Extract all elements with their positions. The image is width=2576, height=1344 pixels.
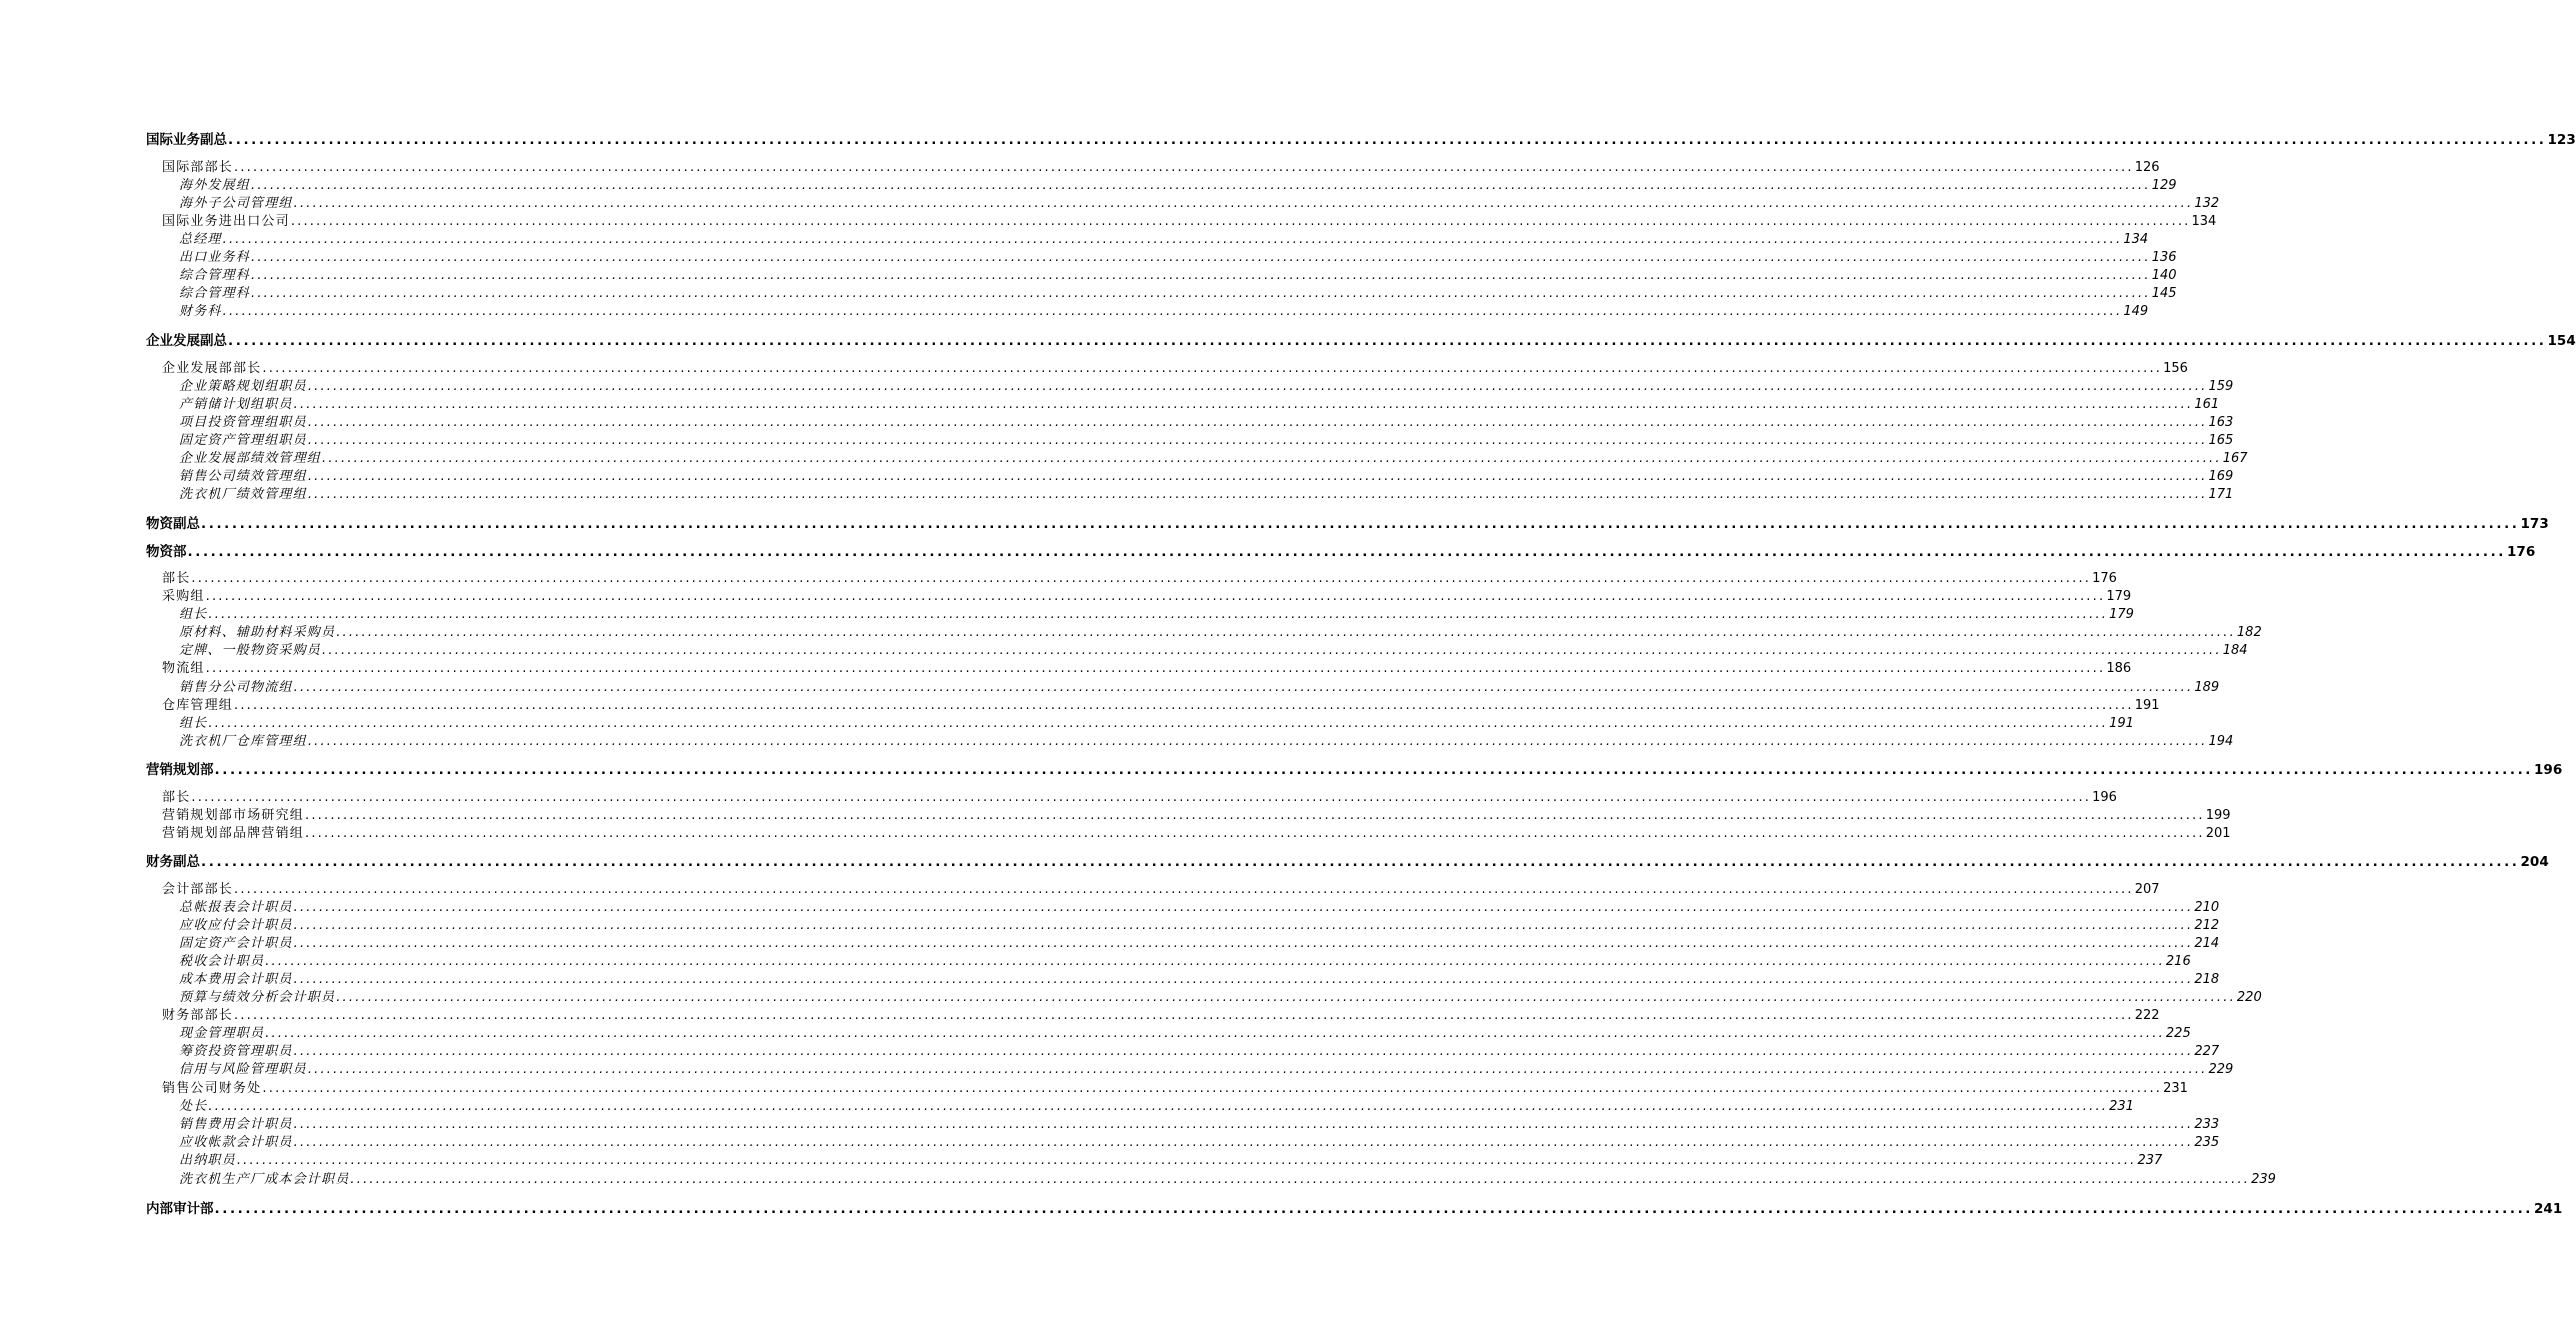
dot-leader: ............................................................................................................................................................................................................................................................................................................ <box>293 1044 2194 1059</box>
toc-entry-page-number: 218 <box>2194 972 2220 987</box>
dot-leader: ............................................................................................................................................................................................................................................................................................................ <box>322 643 2222 658</box>
toc-entry[interactable] <box>0 1168 2276 1187</box>
toc-entry-page-number: 136 <box>2151 250 2177 265</box>
dot-leader: ............................................................................................................................................................................................................................................................................................................ <box>228 132 2547 148</box>
toc-entry-label: 处长 <box>179 1099 208 1114</box>
toc-entry[interactable] <box>0 156 2160 175</box>
toc-entry-label: 固定资产会计职员 <box>179 936 293 951</box>
toc-entry-label: 应收帐款会计职员 <box>179 1135 293 1150</box>
dot-leader: ............................................................................................................................................................................................................................................................................................................ <box>265 954 2165 969</box>
toc-entry-page-number: 191 <box>2134 698 2160 713</box>
toc-entry[interactable] <box>0 1058 2234 1077</box>
toc-entry-page-number: 237 <box>2137 1153 2163 1168</box>
toc-entry[interactable] <box>0 192 2220 211</box>
toc-entry-label: 企业发展部绩效管理组 <box>179 451 322 466</box>
toc-entry[interactable] <box>0 639 2248 658</box>
toc-entry[interactable] <box>0 447 2248 466</box>
toc-entry-label: 定牌、一般物资采购员 <box>179 643 322 658</box>
toc-entry-page-number: 231 <box>2109 1099 2134 1114</box>
toc-entry[interactable] <box>0 603 2134 622</box>
toc-entry-page-number: 199 <box>2205 808 2231 823</box>
toc-entry[interactable] <box>0 375 2234 394</box>
toc-entry-page-number: 241 <box>2534 1201 2563 1217</box>
toc-entry-page-number: 189 <box>2194 680 2220 695</box>
toc-entry[interactable] <box>0 540 2536 560</box>
toc-entry-page-number: 212 <box>2194 918 2220 933</box>
toc-entry-label: 采购组 <box>162 589 205 604</box>
dot-leader: ............................................................................................................................................................................................................................................................................................................ <box>228 333 2547 349</box>
dot-leader: ............................................................................................................................................................................................................................................................................................................ <box>293 1117 2194 1132</box>
toc-entry-label: 组长 <box>179 716 208 731</box>
dot-leader: ............................................................................................................................................................................................................................................................................................................ <box>262 1081 2163 1096</box>
toc-entry-page-number: 126 <box>2134 160 2160 175</box>
toc-entry[interactable] <box>0 465 2234 484</box>
toc-entry-page-number: 229 <box>2208 1062 2234 1077</box>
dot-leader: ............................................................................................................................................................................................................................................................................................................ <box>293 397 2194 412</box>
toc-entry-page-number: 233 <box>2194 1117 2220 1132</box>
dot-leader: ............................................................................................................................................................................................................................................................................................................ <box>191 571 2092 586</box>
toc-entry[interactable] <box>0 1095 2134 1114</box>
toc-entry[interactable] <box>0 804 2231 823</box>
toc-entry[interactable] <box>0 914 2220 933</box>
toc-entry-label: 企业策略规划组职员 <box>179 379 307 394</box>
toc-entry[interactable] <box>0 128 2576 148</box>
dot-leader: ............................................................................................................................................................................................................................................................................................................ <box>293 900 2194 915</box>
toc-entry-label: 现金管理职员 <box>179 1026 265 1041</box>
toc-entry-page-number: 231 <box>2163 1081 2188 1096</box>
dot-leader: ............................................................................................................................................................................................................................................................................................................ <box>290 214 2191 229</box>
dot-leader: ............................................................................................................................................................................................................................................................................................................ <box>265 1026 2165 1041</box>
toc-entry-page-number: 182 <box>2236 625 2262 640</box>
dot-leader: ............................................................................................................................................................................................................................................................................................................ <box>293 972 2194 987</box>
dot-leader: ............................................................................................................................................................................................................................................................................................................ <box>251 178 2151 193</box>
dot-leader: ............................................................................................................................................................................................................................................................................................................ <box>208 607 2109 622</box>
toc-entry-page-number: 196 <box>2534 762 2563 778</box>
dot-leader: ............................................................................................................................................................................................................................................................................................................ <box>187 544 2507 560</box>
toc-entry-label: 财务副总 <box>146 854 200 870</box>
toc-entry-label: 财务部部长 <box>162 1008 234 1023</box>
dot-leader: ............................................................................................................................................................................................................................................................................................................ <box>214 1201 2534 1217</box>
toc-entry[interactable] <box>0 968 2220 987</box>
dot-leader: ............................................................................................................................................................................................................................................................................................................ <box>201 854 2520 870</box>
toc-entry-page-number: 163 <box>2208 415 2234 430</box>
dot-leader: ............................................................................................................................................................................................................................................................................................................ <box>234 882 2134 897</box>
toc-entry-label: 组长 <box>179 607 208 622</box>
toc-entry[interactable] <box>0 1149 2163 1168</box>
toc-entry[interactable] <box>0 329 2576 349</box>
dot-leader: ............................................................................................................................................................................................................................................................................................................ <box>305 808 2205 823</box>
toc-entry-label: 内部审计部 <box>146 1201 214 1217</box>
toc-entry[interactable] <box>0 1004 2160 1023</box>
dot-leader: ............................................................................................................................................................................................................................................................................................................ <box>307 433 2208 448</box>
dot-leader: ............................................................................................................................................................................................................................................................................................................ <box>251 286 2151 301</box>
toc-entry-label: 应收应付会计职员 <box>179 918 293 933</box>
dot-leader: ............................................................................................................................................................................................................................................................................................................ <box>307 469 2208 484</box>
dot-leader: ............................................................................................................................................................................................................................................................................................................ <box>251 268 2151 283</box>
toc-entry-page-number: 161 <box>2194 397 2220 412</box>
dot-leader: ............................................................................................................................................................................................................................................................................................................ <box>262 361 2163 376</box>
toc-entry[interactable] <box>0 246 2177 265</box>
toc-entry-label: 信用与风险管理职员 <box>179 1062 307 1077</box>
dot-leader: ............................................................................................................................................................................................................................................................................................................ <box>305 826 2205 841</box>
toc-entry-label: 项目投资管理组职员 <box>179 415 307 430</box>
dot-leader: ............................................................................................................................................................................................................................................................................................................ <box>336 625 2236 640</box>
toc-entry-page-number: 132 <box>2194 196 2220 211</box>
dot-leader: ............................................................................................................................................................................................................................................................................................................ <box>307 734 2208 749</box>
dot-leader: ............................................................................................................................................................................................................................................................................................................ <box>293 1135 2194 1150</box>
dot-leader: ............................................................................................................................................................................................................................................................................................................ <box>205 589 2106 604</box>
toc-entry-page-number: 210 <box>2194 900 2220 915</box>
toc-entry-label: 企业发展部部长 <box>162 361 262 376</box>
toc-entry-label: 部长 <box>162 790 191 805</box>
toc-entry-label: 物资部 <box>146 544 187 560</box>
toc-entry[interactable] <box>0 429 2234 448</box>
toc-entry-page-number: 129 <box>2151 178 2177 193</box>
toc-entry-page-number: 173 <box>2520 516 2549 532</box>
toc-entry-label: 出纳职员 <box>179 1153 236 1168</box>
toc-entry-label: 国际部部长 <box>162 160 234 175</box>
toc-entry-page-number: 145 <box>2151 286 2177 301</box>
toc-entry[interactable] <box>0 730 2234 749</box>
toc-entry-page-number: 140 <box>2151 268 2177 283</box>
toc-entry-page-number: 184 <box>2222 643 2248 658</box>
toc-entry-label: 销售费用会计职员 <box>179 1117 293 1132</box>
toc-entry-label: 税收会计职员 <box>179 954 265 969</box>
dot-leader: ............................................................................................................................................................................................................................................................................................................ <box>208 1099 2109 1114</box>
dot-leader: ............................................................................................................................................................................................................................................................................................................ <box>336 990 2236 1005</box>
toc-entry-label: 总帐报表会计职员 <box>179 900 293 915</box>
toc-entry-label: 产销储计划组职员 <box>179 397 293 412</box>
toc-entry-label: 出口业务科 <box>179 250 251 265</box>
toc-entry-page-number: 176 <box>2507 544 2536 560</box>
toc-entry[interactable] <box>0 393 2220 412</box>
toc-entry[interactable] <box>0 264 2177 283</box>
toc-entry-page-number: 134 <box>2123 232 2149 247</box>
toc-entry-page-number: 207 <box>2134 882 2160 897</box>
dot-leader: ............................................................................................................................................................................................................................................................................................................ <box>322 451 2222 466</box>
toc-entry-page-number: 235 <box>2194 1135 2220 1150</box>
toc-entry-page-number: 165 <box>2208 433 2234 448</box>
toc-entry[interactable] <box>0 786 2117 805</box>
dot-leader: ............................................................................................................................................................................................................................................................................................................ <box>307 415 2208 430</box>
toc-entry-page-number: 225 <box>2165 1026 2191 1041</box>
toc-entry-label: 营销规划部 <box>146 762 214 778</box>
toc-entry-page-number: 186 <box>2106 661 2132 676</box>
toc-entry[interactable] <box>0 567 2117 586</box>
dot-leader: ............................................................................................................................................................................................................................................................................................................ <box>307 487 2208 502</box>
toc-entry-page-number: 167 <box>2222 451 2248 466</box>
toc-entry[interactable] <box>0 1131 2220 1150</box>
toc-entry-page-number: 239 <box>2251 1172 2276 1187</box>
toc-entry[interactable] <box>0 694 2160 713</box>
dot-leader: ............................................................................................................................................................................................................................................................................................................ <box>234 160 2134 175</box>
toc-entry[interactable] <box>0 950 2191 969</box>
toc-entry[interactable] <box>0 512 2549 532</box>
toc-entry-label: 综合管理科 <box>179 286 251 301</box>
toc-entry-label: 企业发展副总 <box>146 333 227 349</box>
toc-entry-page-number: 179 <box>2106 589 2132 604</box>
toc-entry-label: 洗衣机厂仓库管理组 <box>179 734 307 749</box>
toc-entry[interactable] <box>0 1113 2220 1132</box>
dot-leader: ............................................................................................................................................................................................................................................................................................................ <box>234 698 2134 713</box>
toc-entry-label: 海外发展组 <box>179 178 251 193</box>
toc-entry-label: 国际业务进出口公司 <box>162 214 290 229</box>
toc-entry[interactable] <box>0 1040 2220 1059</box>
dot-leader: ............................................................................................................................................................................................................................................................................................................ <box>293 936 2194 951</box>
dot-leader: ............................................................................................................................................................................................................................................................................................................ <box>234 1008 2134 1023</box>
toc-entry[interactable] <box>0 621 2262 640</box>
dot-leader: ............................................................................................................................................................................................................................................................................................................ <box>191 790 2092 805</box>
dot-leader: ............................................................................................................................................................................................................................................................................................................ <box>307 1062 2208 1077</box>
toc-entry[interactable] <box>0 1197 2563 1217</box>
toc-entry-label: 国际业务副总 <box>146 132 227 148</box>
dot-leader: ............................................................................................................................................................................................................................................................................................................ <box>222 304 2123 319</box>
toc-entry-page-number: 220 <box>2236 990 2262 1005</box>
toc-entry[interactable] <box>0 585 2132 604</box>
toc-entry-label: 总经理 <box>179 232 222 247</box>
toc-entry[interactable] <box>0 878 2160 897</box>
toc-entry-page-number: 134 <box>2191 214 2217 229</box>
dot-leader: ............................................................................................................................................................................................................................................................................................................ <box>251 250 2151 265</box>
toc-entry[interactable] <box>0 896 2220 915</box>
toc-entry-page-number: 171 <box>2208 487 2234 502</box>
toc-entry[interactable] <box>0 712 2134 731</box>
toc-entry-page-number: 204 <box>2520 854 2549 870</box>
toc-entry[interactable] <box>0 932 2220 951</box>
toc-entry-label: 营销规划部品牌营销组 <box>162 826 305 841</box>
toc-entry[interactable] <box>0 411 2234 430</box>
dot-leader: ............................................................................................................................................................................................................................................................................................................ <box>307 379 2208 394</box>
toc-entry-page-number: 216 <box>2165 954 2191 969</box>
toc-entry-page-number: 123 <box>2547 132 2576 148</box>
toc-entry-page-number: 169 <box>2208 469 2234 484</box>
toc-entry-label: 销售公司绩效管理组 <box>179 469 307 484</box>
toc-entry[interactable] <box>0 657 2132 676</box>
toc-entry-label: 成本费用会计职员 <box>179 972 293 987</box>
toc-entry-label: 销售分公司物流组 <box>179 680 293 695</box>
toc-entry-page-number: 149 <box>2123 304 2149 319</box>
toc-entry[interactable] <box>0 850 2549 870</box>
dot-leader: ............................................................................................................................................................................................................................................................................................................ <box>350 1172 2251 1187</box>
toc-entry[interactable] <box>0 357 2188 376</box>
dot-leader: ............................................................................................................................................................................................................................................................................................................ <box>236 1153 2137 1168</box>
toc-entry-page-number: 214 <box>2194 936 2220 951</box>
toc-entry-page-number: 227 <box>2194 1044 2220 1059</box>
toc-entry-page-number: 156 <box>2163 361 2188 376</box>
toc-entry-label: 洗衣机厂绩效管理组 <box>179 487 307 502</box>
toc-entry-label: 仓库管理组 <box>162 698 234 713</box>
dot-leader: ............................................................................................................................................................................................................................................................................................................ <box>214 762 2534 778</box>
toc-entry-page-number: 159 <box>2208 379 2234 394</box>
toc-entry-label: 筹资投资管理职员 <box>179 1044 293 1059</box>
toc-entry-label: 销售公司财务处 <box>162 1081 262 1096</box>
toc-entry-page-number: 196 <box>2092 790 2117 805</box>
toc-entry[interactable] <box>0 282 2177 301</box>
toc-entry-label: 原材料、辅助材料采购员 <box>179 625 336 640</box>
toc-entry-label: 物资副总 <box>146 516 200 532</box>
toc-entry-page-number: 194 <box>2208 734 2234 749</box>
toc-entry[interactable] <box>0 300 2149 319</box>
toc-entry-label: 部长 <box>162 571 191 586</box>
dot-leader: ............................................................................................................................................................................................................................................................................................................ <box>222 232 2123 247</box>
toc-entry-label: 预算与绩效分析会计职员 <box>179 990 336 1005</box>
toc-entry[interactable] <box>0 758 2563 778</box>
toc-entry-label: 物流组 <box>162 661 205 676</box>
toc-entry-label: 固定资产管理组职员 <box>179 433 307 448</box>
toc-entry-page-number: 154 <box>2547 333 2576 349</box>
toc-entry[interactable] <box>0 822 2231 841</box>
toc-entry-label: 会计部部长 <box>162 882 234 897</box>
toc-entry[interactable] <box>0 174 2177 193</box>
toc-entry-label: 海外子公司管理组 <box>179 196 293 211</box>
toc-entry[interactable] <box>0 676 2220 695</box>
toc-entry[interactable] <box>0 1077 2188 1096</box>
toc-entry[interactable] <box>0 210 2217 229</box>
toc-entry-page-number: 191 <box>2109 716 2134 731</box>
toc-entry[interactable] <box>0 986 2262 1005</box>
toc-entry-label: 洗衣机生产厂成本会计职员 <box>179 1172 350 1187</box>
toc-entry-page-number: 176 <box>2092 571 2117 586</box>
dot-leader: ............................................................................................................................................................................................................................................................................................................ <box>293 196 2194 211</box>
dot-leader: ............................................................................................................................................................................................................................................................................................................ <box>293 918 2194 933</box>
toc-entry-label: 综合管理科 <box>179 268 251 283</box>
toc-entry[interactable] <box>0 1022 2191 1041</box>
toc-entry[interactable] <box>0 228 2149 247</box>
toc-entry-page-number: 222 <box>2134 1008 2160 1023</box>
dot-leader: ............................................................................................................................................................................................................................................................................................................ <box>205 661 2106 676</box>
dot-leader: ............................................................................................................................................................................................................................................................................................................ <box>201 516 2520 532</box>
dot-leader: ............................................................................................................................................................................................................................................................................................................ <box>293 680 2194 695</box>
toc-entry-page-number: 201 <box>2205 826 2231 841</box>
dot-leader: ............................................................................................................................................................................................................................................................................................................ <box>208 716 2109 731</box>
toc-entry[interactable] <box>0 483 2234 502</box>
toc-entry-label: 财务科 <box>179 304 222 319</box>
toc-entry-page-number: 179 <box>2109 607 2134 622</box>
toc-entry-label: 营销规划部市场研究组 <box>162 808 305 823</box>
